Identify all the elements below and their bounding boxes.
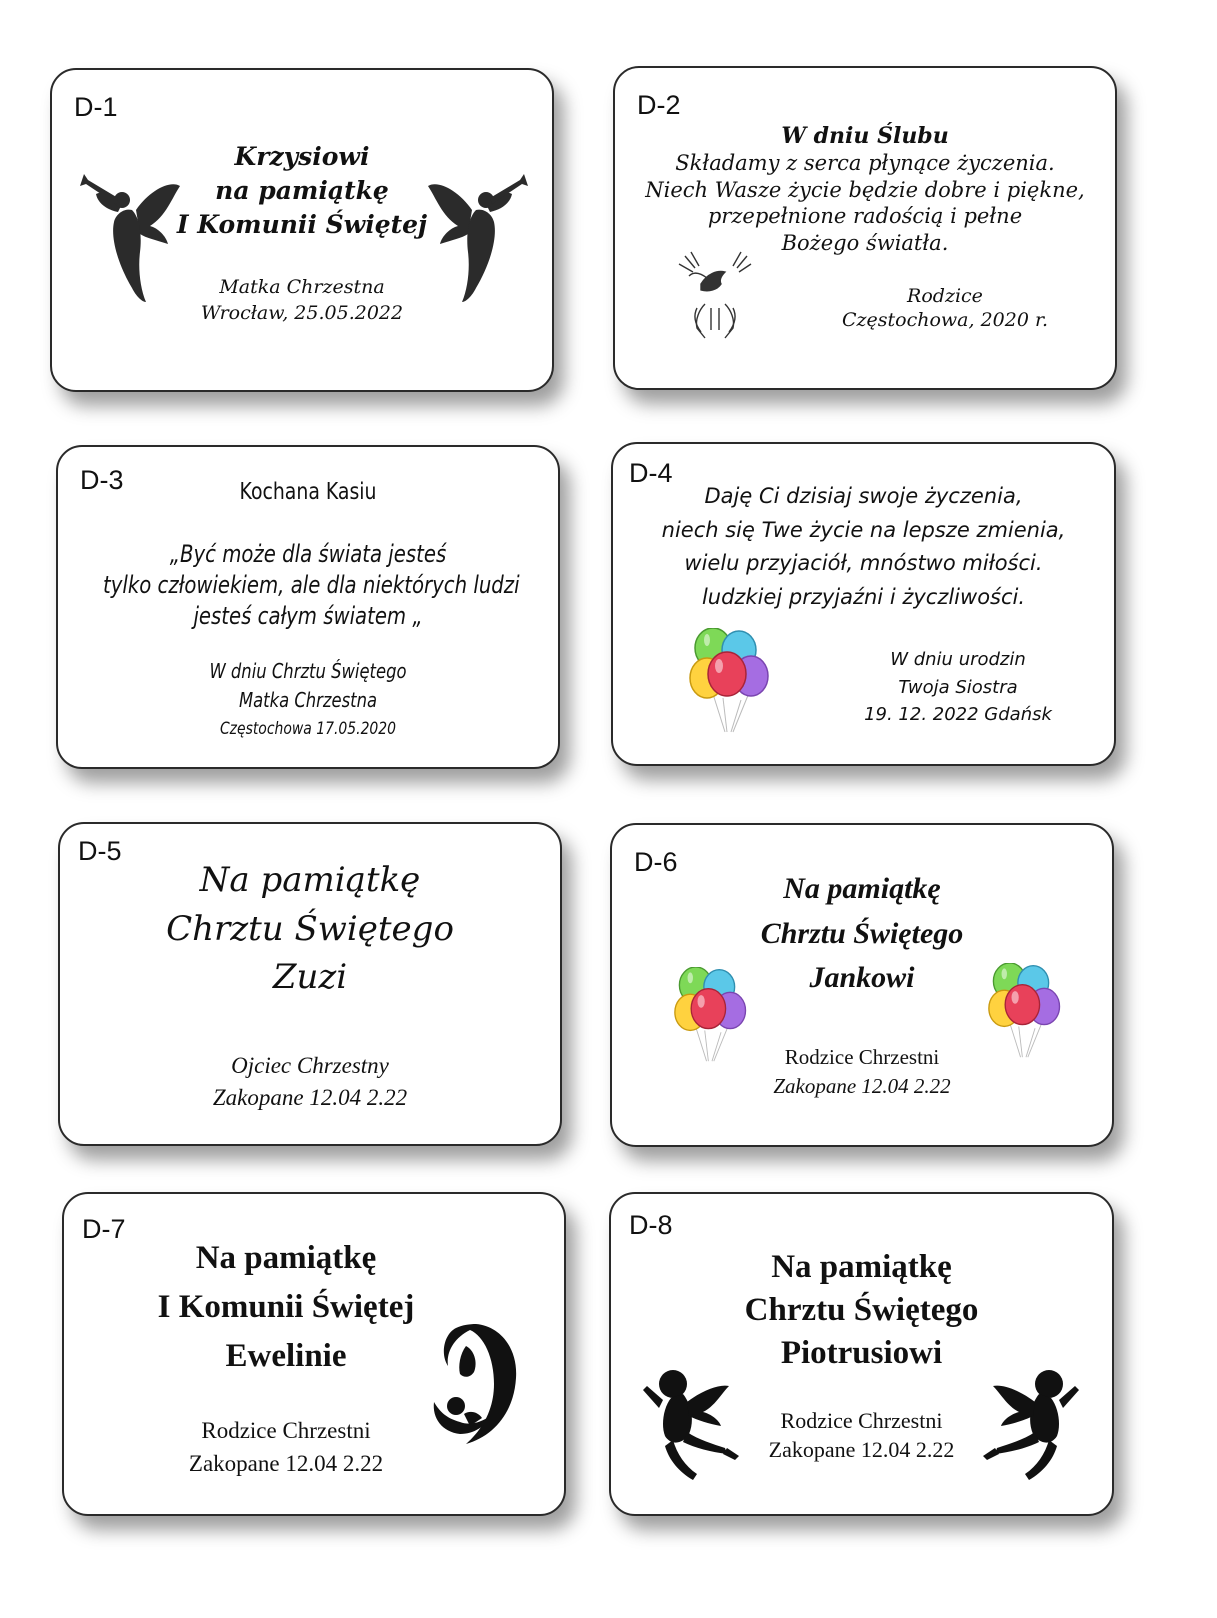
signature-line: W dniu urodzin <box>890 649 1026 670</box>
heading-line: Na pamiątkę <box>783 872 941 905</box>
heading-line: Ewelinie <box>225 1338 347 1374</box>
signature-line: Matka Chrzestna <box>219 276 385 298</box>
heading-line: Na pamiątkę <box>195 1240 377 1276</box>
quote-line: „Być może dla świata jesteś <box>169 540 447 568</box>
card-signature <box>612 1043 1112 1101</box>
card-d6 <box>610 823 1114 1147</box>
signature-line: Częstochowa 17.05.2020 <box>219 719 397 739</box>
heading-line: na pamiątkę <box>215 176 389 205</box>
card-code: D-7 <box>82 1214 126 1244</box>
card-d2 <box>613 66 1117 390</box>
signature-line: Wrocław, 25.05.2022 <box>200 302 404 324</box>
card-d1 <box>50 68 554 392</box>
signature-line: Matka Chrzestna <box>238 688 378 712</box>
card-signature <box>64 1414 508 1480</box>
body-line: Niech Wasze życie będzie dobre i piękne, <box>645 177 1085 202</box>
heading-line: Jankowi <box>809 961 915 994</box>
card-quote <box>103 539 520 632</box>
heading-line: W dniu Ślubu <box>781 123 949 149</box>
card-signature <box>52 274 552 326</box>
balloons-icon <box>687 628 775 734</box>
signature-line: Rodzice Chrzestni <box>780 1408 943 1433</box>
card-signature <box>795 284 1095 332</box>
signature-line: W dniu Chrztu Świętego <box>209 659 407 683</box>
card-d7 <box>62 1192 566 1516</box>
heading-line: Krzysiowi <box>234 142 370 171</box>
signature-line: Rodzice <box>907 285 983 307</box>
card-signature <box>611 1406 1112 1464</box>
body-line: Bożego światła. <box>781 230 949 255</box>
signature-line: Twoja Siostra <box>898 676 1018 698</box>
heading-line: Na pamiątkę <box>771 1249 952 1285</box>
signature-line: Rodzice Chrzestni <box>201 1418 371 1443</box>
signature-line: Zakopane 12.04 2.22 <box>212 1085 408 1110</box>
quote-line: tylko człowiekiem, ale dla niektórych ludzi <box>103 571 520 599</box>
heading-line: Na pamiątkę <box>199 860 421 900</box>
card-signature <box>60 1050 560 1114</box>
heading-line: Piotrusiowi <box>780 1335 943 1371</box>
body-line: przepełnione radością i pełne <box>707 204 1023 228</box>
signature-line: Rodzice Chrzestni <box>784 1045 940 1069</box>
card-code: D-8 <box>629 1210 673 1240</box>
body-line: wielu przyjaciół, mnóstwo miłości. <box>684 551 1043 575</box>
signature-line: Ojciec Chrzestny <box>231 1053 389 1078</box>
card-signature <box>103 657 513 744</box>
card-d8 <box>609 1192 1114 1516</box>
signature-line: Zakopane 12.04 2.22 <box>773 1074 951 1098</box>
card-code: D-2 <box>637 90 681 120</box>
heading-line: Chrztu Świętego <box>744 1292 979 1328</box>
card-heading <box>52 140 552 242</box>
heading-line: Zuzi <box>272 957 348 997</box>
heading-line: I Komunii Świętej <box>157 1289 415 1325</box>
card-d3 <box>56 445 560 769</box>
heading-line: I Komunii Świętej <box>176 210 428 239</box>
body-line: Składamy z serca płynące życzenia. <box>675 151 1055 175</box>
card-body <box>615 150 1115 256</box>
card-code: D-4 <box>629 458 673 488</box>
card-d5 <box>58 822 562 1146</box>
card-body <box>613 480 1114 614</box>
signature-line: 19. 12. 2022 Gdańsk <box>864 704 1052 725</box>
signature-line: Zakopane 12.04 2.22 <box>188 1451 384 1476</box>
dove-hands-icon <box>677 248 753 340</box>
card-heading <box>611 1246 1112 1375</box>
card-code: D-1 <box>74 92 118 122</box>
body-line: niech się Twe życie na lepsze zmienia, <box>661 517 1066 542</box>
quote-line: jesteś całym światem „ <box>193 602 423 630</box>
card-d4 <box>611 442 1116 766</box>
card-heading <box>60 856 560 1002</box>
signature-line: Częstochowa, 2020 r. <box>841 309 1049 331</box>
card-heading <box>615 122 1115 150</box>
card-greeting: Kochana Kasiu <box>239 479 377 505</box>
heading-line: Chrztu Świętego <box>760 916 964 950</box>
heading-line: Chrztu Świętego <box>166 908 454 949</box>
card-code: D-5 <box>78 836 122 866</box>
signature-line: Zakopane 12.04 2.22 <box>768 1437 955 1462</box>
card-code: D-6 <box>634 847 678 877</box>
card-code: D-3 <box>80 465 124 495</box>
body-line: Daję Ci dzisiaj swoje życzenia, <box>704 484 1023 508</box>
body-line: ludzkiej przyjaźni i życzliwości. <box>701 584 1026 609</box>
card-signature <box>833 646 1083 729</box>
